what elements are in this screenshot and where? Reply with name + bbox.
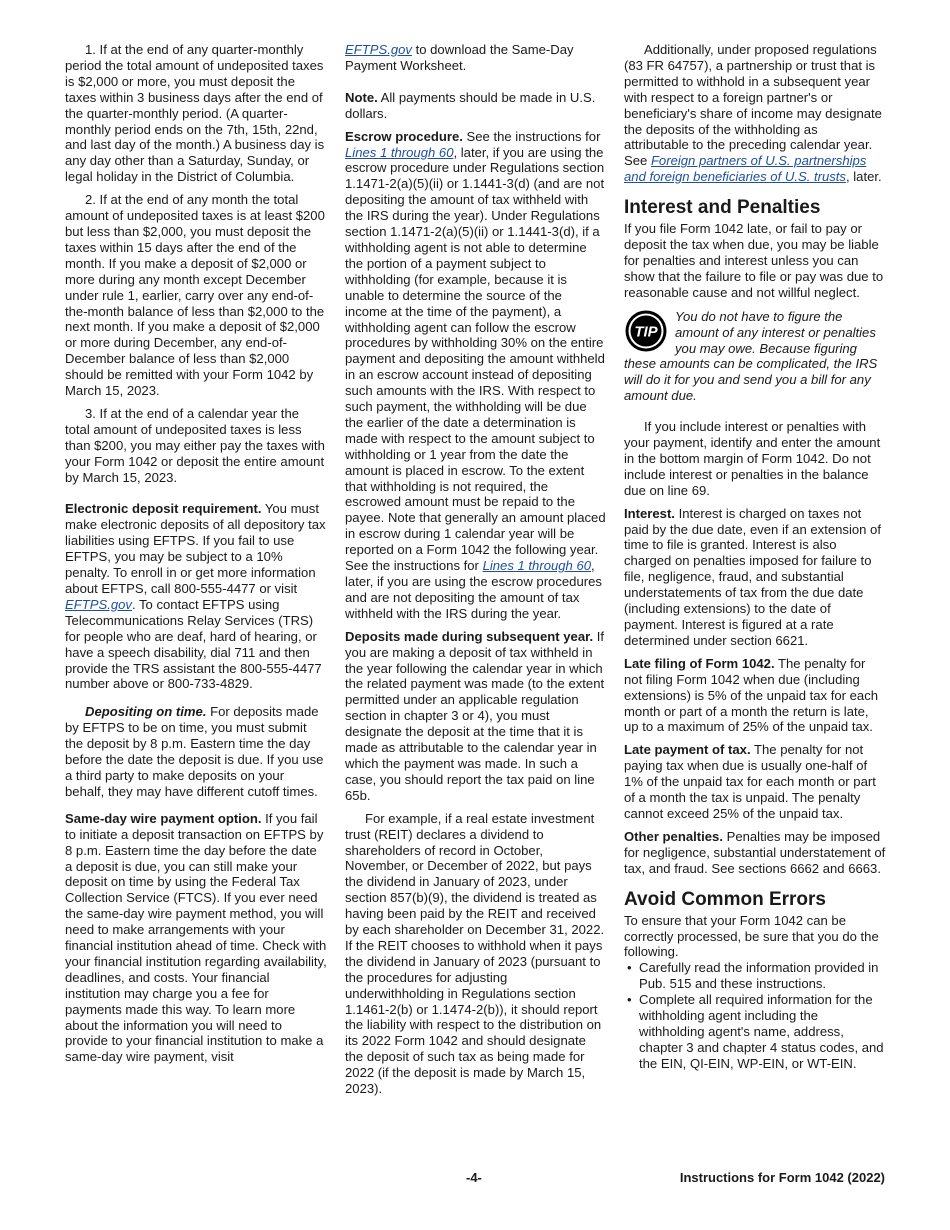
late-payment-paragraph [624,742,886,822]
tip-icon [624,309,668,353]
list-item: • Carefully read the information provided in Pub. 515 and these instructions. [624,960,886,992]
errors-bullet-list [624,960,886,1071]
lines-1-60-link[interactable]: Lines 1 through 60 [345,144,454,160]
eftps-link[interactable]: EFTPS.gov [65,596,132,612]
depositing-on-time-paragraph [65,704,327,799]
list-item: • Complete all required information for the withholding agent including the withholding agent's name, address, chapter 3 and chapter 4 status codes, and the EIN, QI-EIN, WP-EIN, or WT-EIN. [624,992,886,1072]
include-interest-paragraph: If you include interest or penalties with your payment, identify and enter the amount in the bottom margin of Form 1042. Do not include interest or penalties in the balance due on line 69. [624,419,881,498]
proposed-regulations-paragraph [624,42,886,185]
electronic-deposit-heading: Electronic deposit requirement. [65,501,262,517]
escrow-heading: Escrow procedure. [345,128,463,144]
foreign-partners-link[interactable]: Foreign partners of U.S. partnerships and foreign beneficiaries of U.S. trusts [624,153,867,185]
worksheet-continuation [345,42,607,74]
page-number: -4- [466,1170,482,1185]
reit-example-paragraph: For example, if a real estate investment trust (REIT) declares a dividend to shareholders of record in October, November, or December of 2022, but pays the dividend in January of 2023, under section 857(b)(9), the dividend is treated as having been paid by the REIT and received by each shareholder on December 31, 2022. If the REIT chooses to withhold when it pays the dividend in January of 2023 (pursuant to the procedures for adjusting underwithholding in Regulations section 1.1461-2(b) or 1.1474-2(b)), it should report the liability with respect to the distribution on its 2022 Form 1042 and should designate the deposit of such tax as being made for 2022 (if the deposit is made by March 15, 2023). [345,810,605,1097]
column-3 [624,42,886,1072]
tip-badge-label: TIP [634,323,658,341]
late-filing-heading: Late filing of Form 1042. [624,655,775,671]
column-1 [65,42,327,1072]
same-day-wire-text: If you fail to initiate a deposit transaction on EFTPS by 8 p.m. Eastern time the day before the date a deposit is due, you can still make your deposit on time by using the Federal Tax Collection Service (FTCS). If you ever need the same-day wire payment method, you will need to make arrangements with your financial institution ahead of time. Check with your financial institution regarding availability, deadlines, and costs. Your financial institution may charge you a fee for payments made this way. To learn more about the information you will need to provide to your financial institution to make a same-day wire payment, visit [65,810,327,1065]
subsequent-year-paragraph [345,629,607,804]
proposed-regulations-text-a: Additionally, under proposed regulations (83 FR 64757), a partnership or trust that is permitted to withhold in a subsequent year with respect to a foreign partner's or beneficiary's share of income may designate the deposits of the withholding as attributable to the preceding calendar year. See [624,42,882,169]
other-penalties-text: Penalties may be imposed for negligence, substantial understatement of tax, and fraud. See sections 6662 and 6663. [624,828,886,876]
eftps-worksheet-link[interactable]: EFTPS.gov [345,42,412,57]
interest-text: Interest is charged on taxes not paid by the due date, even if an extension of time to file is granted. Interest is also charged on penalties imposed for failure to file, negligence, fraud, and substantial understatements of tax from the due date (including extensions) to the date of payment. Interest is figured at a rate determined under section 6621. [624,505,881,648]
escrow-text-c: , later, if you are using the escrow procedures and are not depositing the amount of tax withheld with the IRS during the year. [345,558,602,621]
note-paragraph [345,90,607,122]
late-filing-paragraph [624,656,886,736]
proposed-regulations-text-b: , later. [845,169,882,185]
escrow-text-a: See the instructions for [462,128,601,144]
depositing-on-time-text: For deposits made by EFTPS to be on time, you must submit the deposit by 8 p.m. Eastern time the day before the date the deposit is due. If you use a third party to make deposits on your behalf, they may have different cutoff times. [65,704,324,799]
same-day-wire-heading: Same-day wire payment option. [65,810,262,826]
interest-penalties-intro: If you file Form 1042 late, or fail to pay or deposit the tax when due, you may be liable for penalties and interest unless you can show that the failure to file or pay was due to reasonable cause and not willful neglect. [624,221,884,300]
deposit-rule-1: 1. If at the end of any quarter-monthly period the total amount of undeposited taxes is $2,000 or more, you must deposit the taxes within 3 business days after the end of the quarter-monthly period. (A quarter-monthly period ends on the 7th, 15th, 22nd, and last day of the month.) A business day is any day other than a Saturday, Sunday, or legal holiday in the District of Columbia. [65,42,325,185]
lines-1-60-link-2[interactable]: Lines 1 through 60 [482,558,592,574]
tip-text: You do not have to figure the amount of any interest or penalties you may owe. Because figuring these amounts can be complicated, the IRS will do it for you and send you a bill for any amount due. [624,308,878,404]
avoid-common-errors-title: Avoid Common Errors [624,888,826,910]
note-heading: Note. [345,89,378,105]
interest-paragraph [624,506,886,649]
avoid-common-errors-intro: To ensure that your Form 1042 can be correctly processed, be sure that you do the following. [624,912,879,960]
electronic-deposit-text-a: You must make electronic deposits of all depository tax liabilities using EFTPS. If you fail to use EFTPS, you may be subject to a 10% penalty. To enroll in or get more information about EFTPS, call 800-555-4477 or visit [65,501,326,596]
subsequent-year-heading: Deposits made during subsequent year. [345,628,594,644]
deposit-rule-3: 3. If at the end of a calendar year the total amount of undeposited taxes is less than $200, you may either pay the taxes with your Form 1042 or deposit the entire amount by March 15, 2023. [65,405,325,485]
tip-box [624,309,886,404]
subsequent-year-text: If you are making a deposit of tax withheld in the year following the calendar year in which the related payment was made (to the extent permitted under an applicable regulation section in chapter 3 or 4), you must designate the deposit at the time that it is made as attributable to the calendar year in which the payment was made. In such a case, you should report the tax paid on line 65b. [345,628,605,803]
late-payment-heading: Late payment of tax. [624,742,751,758]
depositing-on-time-heading: Depositing on time. [85,704,207,720]
escrow-paragraph [345,129,607,622]
late-filing-text: The penalty for not filing Form 1042 when due (including extensions) is 5% of the unpaid tax for each month or part of a month the return is late, up to a maximum of 25% of the unpaid tax. [624,655,879,735]
escrow-text-b: , later, if you are using the escrow procedure under Regulations section 1.1471-2(a)(5)(ii) or 1.1441-3(d) (and are not depositing the amount of tax withheld with the IRS during the year). Under Regulations section 1.1471-2(a)(5)(ii) or 1.1441-3(d), if a withholding agent is not able to determine the portion of a payment subject to withholding (for example, because it is unable to determine the source of the income at the time of the payment), a withholding agent can follow the escrow procedures by withholding 30% on the entire payment and depositing the amount withheld in an escrow account instead of depositing such amounts with the IRS. With respect to such payment, the withholding will be due the earlier of the date a determination is made with respect to the amount subject to withholding or 1 year from the date the amount is placed in escrow. To the extent that withholding is not required, the escrowed amount must be repaid to the payee. Note that generally an amount placed in escrow during 1 calendar year will be reported on a Form 1042 the following year. See the instructions for [345,144,606,574]
electronic-deposit-text-b: . To contact EFTPS using Telecommunications Relay Services (TRS) for people who are deaf, hard of hearing, or have a speech disability, dial 711 and then provide the TRS assistant the 800-555-4477 number above or 800-733-4829. [65,596,322,692]
column-2 [345,42,607,1104]
electronic-deposit-paragraph [65,501,327,692]
footer-title: Instructions for Form 1042 (2022) [679,1170,885,1185]
interest-penalties-title: Interest and Penalties [624,197,821,219]
other-penalties-paragraph [624,829,886,877]
same-day-wire-paragraph [65,811,327,1066]
deposit-rule-2: 2. If at the end of any month the total amount of undeposited taxes is at least $200 but less than $2,000, you must deposit the taxes within 15 days after the end of the month. If you make a deposit of $2,000 or more during any month except December under rule 1, earlier, carry over any end-of-the-month balance of less than $2,000 to the next month. If you make a deposit of $2,000 or more during December, any end-of-December balance of less than $2,000 should be remitted with your Form 1042 by March 15, 2023. [65,192,325,399]
other-penalties-heading: Other penalties. [624,828,723,844]
worksheet-continuation-text: to download the Same-Day Payment Worksheet. [345,42,574,73]
late-payment-text: The penalty for not paying tax when due is usually one-half of 1% of the unpaid tax for each month or part of a month the tax is unpaid. The penalty cannot exceed 25% of the unpaid tax. [624,742,876,821]
interest-heading: Interest. [624,505,675,521]
note-text: All payments should be made in U.S. dollars. [345,89,596,121]
